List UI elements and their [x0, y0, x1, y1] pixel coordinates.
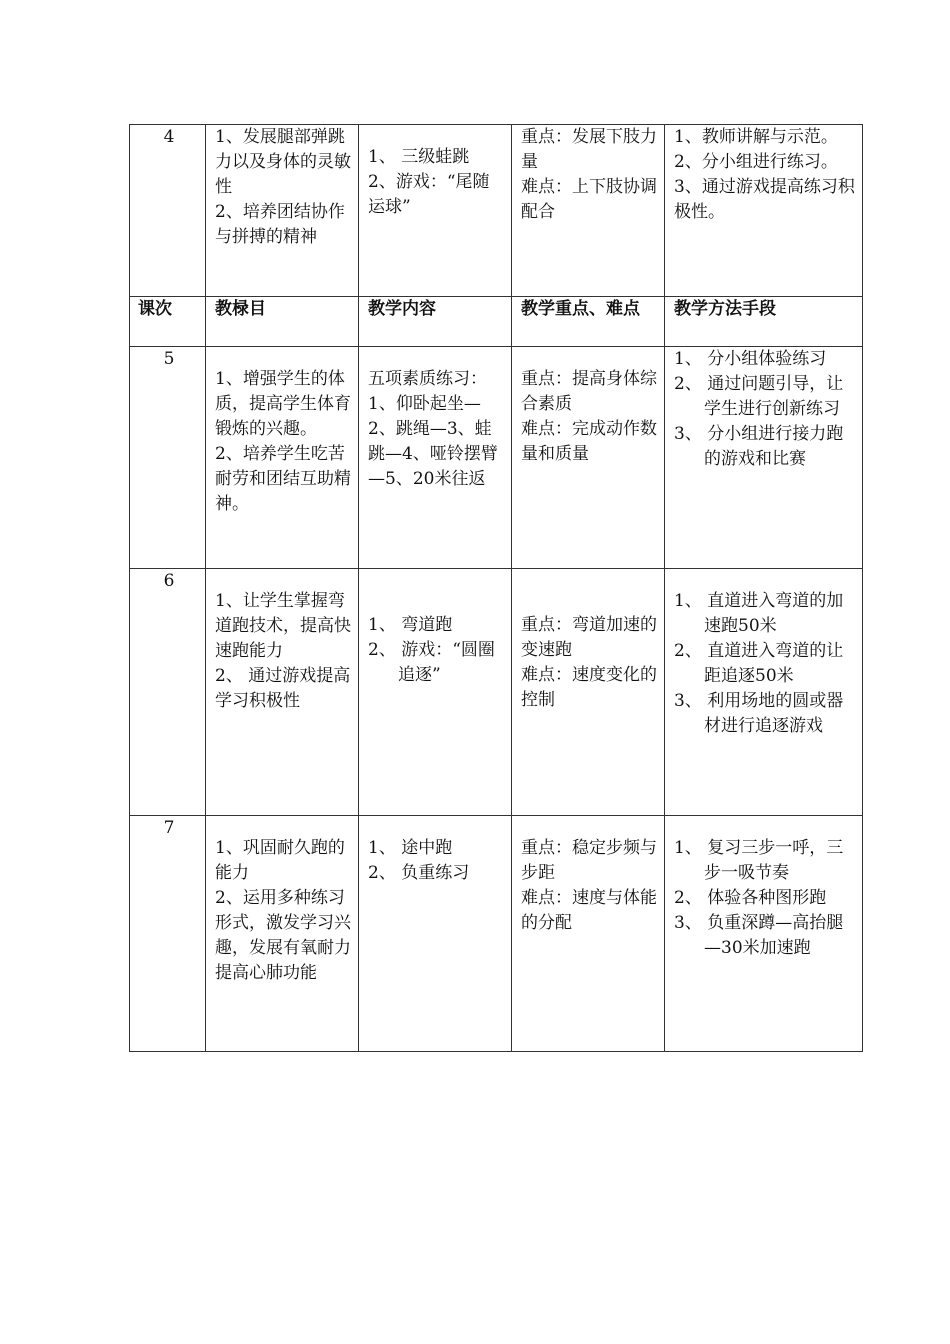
key-cell	[512, 125, 665, 297]
content-item: 1、仰卧起坐—2、跳绳—3、蛙跳—4、哑铃摆臂—5、20米往返	[368, 394, 498, 489]
method-item: 2、 通过问题引导，让学生进行创新练习	[674, 374, 844, 419]
table-row	[130, 569, 863, 816]
goal-item: 1、让学生掌握弯道跑技术，提高快速跑能力	[215, 591, 351, 661]
goal-item: 1、巩固耐久跑的能力	[215, 838, 345, 883]
method-cell	[665, 347, 863, 569]
method-item: 1、教师讲解与示范。	[674, 127, 838, 147]
key-point: 重点：弯道加速的变速跑	[521, 615, 657, 660]
method-cell	[665, 816, 863, 1052]
content-item: 五项素质练习：	[368, 369, 487, 389]
header-lesson: 课次	[130, 297, 206, 347]
header-method: 教学方法手段	[665, 297, 863, 347]
lesson-number: 5	[130, 347, 206, 569]
goal-item: 2、培养学生吃苦耐劳和团结互助精神。	[215, 444, 351, 514]
goal-item: 2、 通过游戏提高学习积极性	[215, 666, 351, 711]
method-item: 1、 直道进入弯道的加速跑50米	[674, 591, 844, 636]
method-cell	[665, 125, 863, 297]
method-item: 3、 分小组进行接力跑的游戏和比赛	[674, 424, 844, 469]
goal-cell	[206, 569, 359, 816]
goal-item: 2、培养团结协作与拼搏的精神	[215, 202, 345, 247]
table-row	[130, 125, 863, 297]
content-item: 1、 三级蛙跳	[368, 147, 470, 167]
method-cell	[665, 569, 863, 816]
header-content: 教学内容	[359, 297, 512, 347]
method-item: 3、 负重深蹲—高抬腿—30米加速跑	[674, 913, 844, 958]
content-item: 1、 途中跑	[368, 838, 453, 858]
content-cell	[359, 816, 512, 1052]
method-item: 3、通过游戏提高练习积极性。	[674, 177, 855, 222]
lesson-number: 4	[130, 125, 206, 297]
goal-item: 1、增强学生的体质，提高学生体育锻炼的兴趣。	[215, 369, 351, 439]
content-cell	[359, 125, 512, 297]
lesson-plan-table	[129, 124, 863, 1052]
table-row	[130, 816, 863, 1052]
key-cell	[512, 816, 665, 1052]
lesson-number: 6	[130, 569, 206, 816]
content-cell	[359, 347, 512, 569]
goal-cell	[206, 816, 359, 1052]
header-key: 教学重点、难点	[512, 297, 665, 347]
header-goal: 教椂目	[206, 297, 359, 347]
lesson-number: 7	[130, 816, 206, 1052]
content-item: 2、 负重练习	[368, 863, 470, 883]
content-cell	[359, 569, 512, 816]
method-item: 1、 分小组体验练习	[674, 349, 827, 369]
goal-item: 2、运用多种练习形式，激发学习兴趣，发展有氧耐力提高心肺功能	[215, 888, 351, 983]
content-item: 1、 弯道跑	[368, 615, 453, 635]
difficulty-point: 难点：完成动作数量和质量	[521, 419, 657, 464]
method-item: 1、 复习三步一呼，三步一吸节奏	[674, 838, 844, 883]
key-cell	[512, 347, 665, 569]
method-item: 2、 体验各种图形跑	[674, 888, 827, 908]
key-point: 重点：发展下肢力量	[521, 127, 657, 172]
method-item: 2、 直道进入弯道的让距追逐50米	[674, 641, 844, 686]
key-point: 重点：提高身体综合素质	[521, 369, 657, 414]
key-point: 重点：稳定步频与步距	[521, 838, 657, 883]
content-item: 2、游戏：“尾随运球”	[368, 172, 490, 217]
key-cell	[512, 569, 665, 816]
content-item: 2、 游戏：“圆圈追逐”	[368, 640, 495, 685]
method-item: 3、 利用场地的圆或器材进行追逐游戏	[674, 691, 844, 736]
header-row	[130, 297, 863, 347]
difficulty-point: 难点：速度变化的控制	[521, 665, 657, 710]
difficulty-point: 难点：速度与体能的分配	[521, 888, 657, 933]
goal-cell	[206, 347, 359, 569]
goal-item: 1、发展腿部弹跳力以及身体的灵敏性	[215, 127, 351, 197]
goal-cell	[206, 125, 359, 297]
difficulty-point: 难点：上下肢协调配合	[521, 177, 657, 222]
table-row	[130, 347, 863, 569]
method-item: 2、分小组进行练习。	[674, 152, 838, 172]
